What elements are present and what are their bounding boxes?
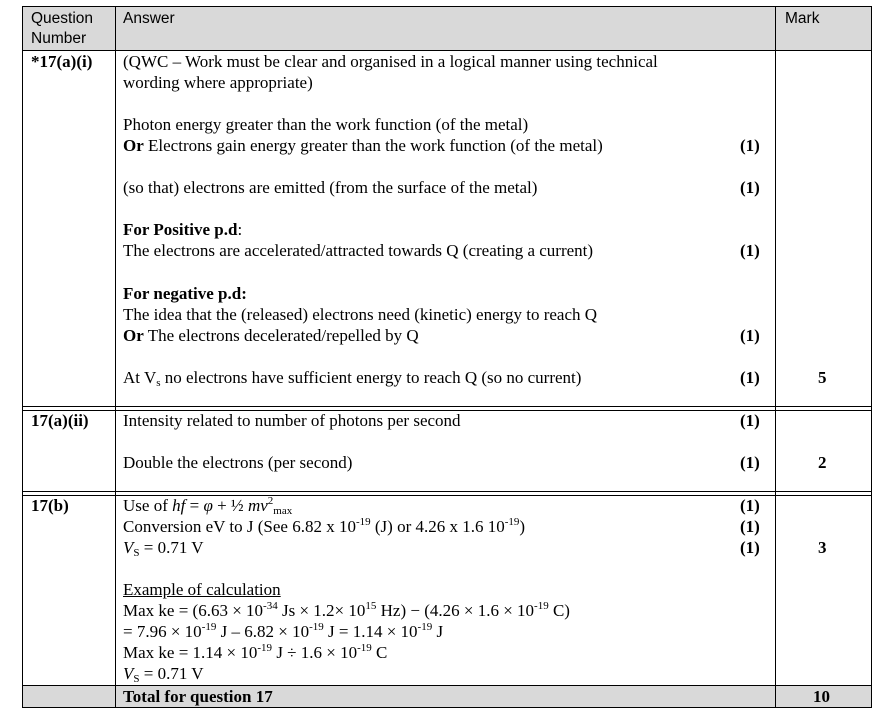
answer-double-electrons: Double the electrons (per second) [123,453,353,472]
question-number-17b: 17(b) [31,496,69,515]
calc-line-2: = $7.96 \times 10^{-19}$ $J - 6.82 \times 10^{-19}$ $J = 1.14 \times 10^{-19}$ J [123,621,444,641]
calc-line-3: Max ke = $1.14 \times 10^{-19}$ $J \div 1.6 \times 10^{-19}$ C [123,642,388,662]
answer-positive-pd: The electrons are accelerated/attracted towards Q (creating a current) [123,241,594,260]
answer-negative-pd-2: Or The electrons decelerated/repelled by Q [123,326,419,345]
mark-q3-3: (1) [740,538,760,557]
example-heading: Example of calculation [123,580,281,599]
answer-intensity: Intensity related to number of photons per second [123,411,461,430]
total-value: 10 [813,687,830,706]
mark-q2-2: (1) [740,453,760,472]
mark-q1-3: (1) [740,241,760,260]
question-number-17aii: 17(a)(ii) [31,411,89,430]
header-question-line2: Number [31,30,87,47]
answer-stopping-voltage: At $V_s$ no electrons have sufficient energy to reach Q (so no current) [123,368,582,389]
answer-vs-result: $V_S = 0.71$ V [123,538,204,559]
answer-electrons-emitted: (so that) electrons are emitted (from the surface of the metal) [123,178,538,197]
header-mark: Mark [785,10,820,27]
answer-photon-energy: Photon energy greater than the work function (of the metal) [123,115,529,134]
total-label: Total for question 17 [123,687,273,706]
total-q2: 2 [818,453,827,472]
qwc-line1: (QWC – Work must be clear and organised in a logical manner using technical [123,52,658,71]
header-answer: Answer [123,10,175,27]
calc-line-4: $V_S = 0.71$ V [123,664,204,685]
answer-use-of-equation: Use of hf = φ + ½ $mv^2_{max}$ [123,495,293,517]
total-q3: 3 [818,538,827,557]
answer-negative-pd-1: The idea that the (released) electrons need (kinetic) energy to reach Q [123,305,598,324]
mark-q1-2: (1) [740,178,760,197]
total-q1: 5 [818,368,827,387]
header-question-line1: Question [31,10,94,27]
qwc-line2: wording where appropriate) [123,73,313,92]
answer-conversion: Conversion eV to J (See 6.82 x $10^{-19}$ (J) or 4.26 x 1.6 $10^{-19}$) [123,516,526,536]
calc-line-1: Max ke = ($6.63 \times 10^{-34}$ $Js \times 1.2\times 10^{15}$ $Hz) - (4.26 \times 1.6 \times 10^{-19}$ C) [123,600,570,620]
negative-pd-heading: For negative p.d: [123,284,247,303]
question-number-17ai: *17(a)(i) [31,52,93,71]
mark-q1-4: (1) [740,326,760,345]
answer-electron-energy: Or Electrons gain energy greater than the work function (of the metal) [123,136,603,155]
positive-pd-heading: For Positive p.d: [123,220,243,239]
mark-q3-2: (1) [740,517,760,536]
mark-q1-5: (1) [740,368,760,387]
mark-q2-1: (1) [740,411,760,430]
mark-q1-1: (1) [740,136,760,155]
mark-scheme-table [22,6,872,708]
mark-q3-1: (1) [740,496,760,515]
